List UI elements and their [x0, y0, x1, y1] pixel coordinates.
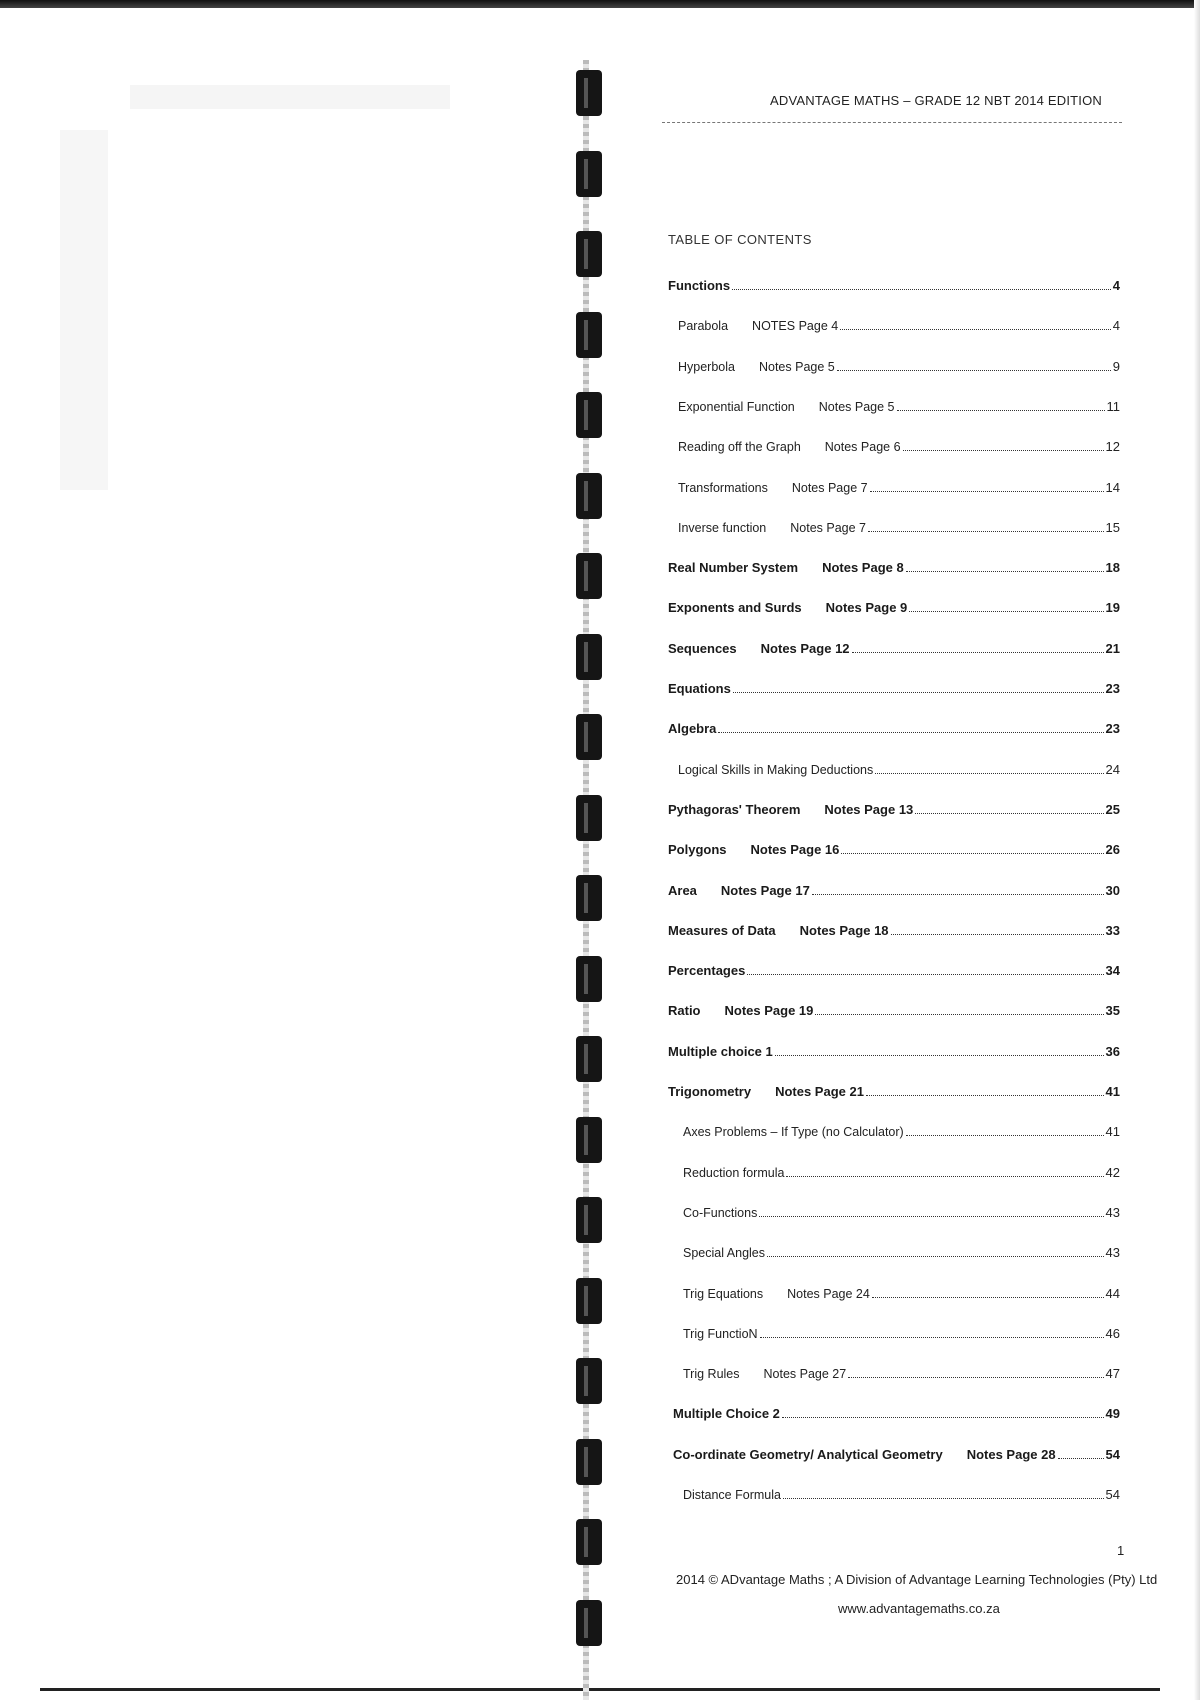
toc-entry — [683, 1124, 1120, 1140]
toc-entry — [668, 560, 1120, 576]
toc-entry-label: Functions — [668, 278, 731, 293]
toc-entry-notes: Notes Page 19 — [724, 1003, 814, 1018]
toc-entry-label: Algebra — [668, 721, 717, 736]
toc-entry-page: 23 — [1105, 721, 1120, 736]
toc-entry — [683, 1286, 1120, 1302]
toc-entry-label: Pythagoras' Theorem — [668, 802, 801, 817]
toc-entry-page: 41 — [1105, 1084, 1120, 1099]
toc-entry — [678, 399, 1120, 415]
toc-entry-label: Real Number System — [668, 560, 799, 575]
toc-entry — [668, 1084, 1120, 1100]
toc-entry-label: Trig FunctioN — [683, 1327, 758, 1341]
toc-entry-label: Measures of Data — [668, 923, 776, 938]
toc-entry-label: Transformations — [678, 481, 768, 495]
toc-entry-page: 54 — [1105, 1447, 1120, 1462]
toc-entry-label: Co-Functions — [683, 1206, 758, 1220]
toc-dot-leader — [747, 974, 1103, 975]
toc-entry — [668, 1003, 1120, 1019]
toc-dot-leader — [759, 1216, 1103, 1217]
toc-entry-label: Trig Rules — [683, 1367, 740, 1381]
toc-entry-label: Multiple choice 1 — [668, 1044, 773, 1059]
toc-entry — [668, 963, 1120, 979]
footer-copyright: 2014 © ADvantage Maths ; A Division of Advantage Learning Technologies (Pty) Ltd — [676, 1572, 1158, 1587]
toc-entry-page: 35 — [1105, 1003, 1120, 1018]
toc-entry-page: 30 — [1105, 883, 1120, 898]
toc-entry-label: Reduction formula — [683, 1166, 785, 1180]
toc-dot-leader — [786, 1176, 1103, 1177]
toc-entry — [668, 278, 1120, 294]
toc-dot-leader — [783, 1498, 1104, 1499]
toc-entry-page: 19 — [1105, 600, 1120, 615]
toc-entry-page: 11 — [1106, 399, 1120, 414]
toc-entry-notes: Notes Page 5 — [818, 400, 895, 414]
toc-dot-leader — [875, 773, 1103, 774]
toc-entry-notes: Notes Page 21 — [775, 1084, 864, 1099]
toc-entry — [668, 842, 1120, 858]
toc-entry — [668, 681, 1120, 697]
page-number: 1 — [1117, 1543, 1125, 1558]
toc-entry-page: 25 — [1105, 802, 1120, 817]
toc-entry-page: 12 — [1105, 439, 1120, 454]
toc-entry-label: Equations — [668, 681, 731, 696]
toc-entry — [668, 600, 1120, 616]
toc-entry — [668, 802, 1120, 818]
toc-entry-label: Reading off the Graph — [678, 440, 801, 454]
toc-dot-leader — [903, 450, 1104, 451]
toc-entry-page: 14 — [1105, 480, 1120, 495]
toc-entry-page: 9 — [1112, 359, 1120, 374]
toc-entry — [678, 520, 1120, 536]
toc-dot-leader — [915, 813, 1103, 814]
toc-entry — [668, 1044, 1120, 1060]
toc-entry-label: Exponents and Surds — [668, 600, 802, 615]
toc-entry-notes: Notes Page 8 — [822, 560, 904, 575]
toc-entry-page: 36 — [1105, 1044, 1120, 1059]
toc-entry-page: 43 — [1105, 1245, 1120, 1260]
toc-entry-label: Parabola — [678, 319, 729, 333]
toc-entry-notes: Notes Page 9 — [825, 600, 908, 615]
toc-entry-page: 34 — [1105, 963, 1120, 978]
toc-entry-notes: Notes Page 28 — [966, 1447, 1056, 1462]
toc-entry — [683, 1245, 1120, 1261]
toc-entry — [668, 721, 1120, 737]
toc-entry-notes: Notes Page 13 — [824, 802, 914, 817]
toc-entry-page: 24 — [1105, 762, 1120, 777]
toc-entry-label: Axes Problems – If Type (no Calculator) — [683, 1125, 904, 1139]
toc-entry-notes: Notes Page 24 — [787, 1287, 870, 1301]
toc-entry — [668, 923, 1120, 939]
toc-entry-label: Exponential Function — [678, 400, 795, 414]
toc-entry-page: 23 — [1105, 681, 1120, 696]
toc-entry-label: Polygons — [668, 842, 727, 857]
toc-entry — [678, 359, 1120, 375]
toc-entry-page: 15 — [1105, 520, 1120, 535]
toc-entry-label: Trig Equations — [683, 1287, 764, 1301]
toc-entry — [668, 883, 1120, 899]
toc-entry-page: 49 — [1105, 1406, 1120, 1421]
toc-entry — [683, 1205, 1120, 1221]
toc-dot-leader — [812, 894, 1104, 895]
toc-entry-page: 42 — [1105, 1165, 1120, 1180]
toc-entry-label: Inverse function — [678, 521, 767, 535]
toc-dot-leader — [897, 410, 1105, 411]
toc-entry-page: 21 — [1105, 641, 1120, 656]
toc-entry-notes: Notes Page 27 — [763, 1367, 847, 1381]
toc-dot-leader — [909, 611, 1103, 612]
toc-entry-page: 43 — [1105, 1205, 1120, 1220]
toc-entry-page: 41 — [1105, 1124, 1120, 1139]
toc-entry-notes: Notes Page 5 — [758, 360, 835, 374]
toc-entry-label: Multiple Choice 2 — [673, 1406, 780, 1421]
toc-dot-leader — [782, 1417, 1104, 1418]
toc-dot-leader — [866, 1095, 1104, 1096]
toc-entry-label: Hyperbola — [678, 360, 735, 374]
toc-entry-label: Special Angles — [683, 1246, 766, 1260]
toc-dot-leader — [837, 370, 1111, 371]
toc-entry-label: Area — [668, 883, 697, 898]
toc-entry-label: Ratio — [668, 1003, 701, 1018]
toc-entry-label: Trigonometry — [668, 1084, 752, 1099]
toc-entry — [678, 439, 1120, 455]
toc-entry-page: 46 — [1105, 1326, 1120, 1341]
toc-dot-leader — [815, 1014, 1103, 1015]
toc-dot-leader — [906, 1135, 1104, 1136]
toc-entry-notes: Notes Page 17 — [720, 883, 810, 898]
toc-dot-leader — [868, 531, 1104, 532]
toc-entry-notes: NOTES Page 4 — [752, 319, 839, 333]
toc-entry — [668, 641, 1120, 657]
toc-dot-leader — [891, 934, 1104, 935]
toc-dot-leader — [760, 1337, 1104, 1338]
toc-entry-notes: Notes Page 7 — [790, 521, 866, 535]
toc-entry — [683, 1487, 1120, 1503]
toc-entry-notes: Notes Page 12 — [760, 641, 850, 656]
toc-dot-leader — [718, 732, 1103, 733]
toc-entry-page: 47 — [1105, 1366, 1120, 1381]
toc-entry-page: 26 — [1105, 842, 1120, 857]
toc-entry-page: 4 — [1112, 318, 1120, 333]
toc-entry — [683, 1165, 1120, 1181]
toc-dot-leader — [852, 652, 1104, 653]
toc-entry-notes: Notes Page 16 — [750, 842, 840, 857]
toc-dot-leader — [1058, 1458, 1104, 1459]
toc-entry-page: 33 — [1105, 923, 1120, 938]
page-header: ADVANTAGE MATHS – GRADE 12 NBT 2014 EDITION — [770, 93, 1103, 108]
toc-dot-leader — [767, 1256, 1104, 1257]
toc-entry-notes: Notes Page 18 — [799, 923, 889, 938]
toc-entry — [683, 1366, 1120, 1382]
toc-entry — [678, 480, 1120, 496]
toc-dot-leader — [841, 853, 1103, 854]
toc-title: TABLE OF CONTENTS — [668, 232, 812, 247]
toc-entry — [678, 318, 1120, 334]
toc-dot-leader — [872, 1297, 1104, 1298]
footer-website: www.advantagemaths.co.za — [838, 1601, 1000, 1616]
toc-entry — [678, 762, 1120, 778]
toc-dot-leader — [775, 1055, 1104, 1056]
toc-entry-label: Logical Skills in Making Deductions — [678, 763, 874, 777]
toc-entry — [673, 1406, 1120, 1422]
toc-dot-leader — [848, 1377, 1103, 1378]
toc-entry — [673, 1447, 1120, 1463]
toc-dot-leader — [870, 491, 1104, 492]
toc-entry — [683, 1326, 1120, 1342]
toc-entry-page: 18 — [1105, 560, 1120, 575]
toc-entry-label: Percentages — [668, 963, 746, 978]
toc-dot-leader — [840, 329, 1111, 330]
toc-entry-notes: Notes Page 7 — [791, 481, 868, 495]
toc-entry-notes: Notes Page 6 — [824, 440, 901, 454]
toc-entry-label: Distance Formula — [683, 1488, 781, 1502]
toc-dot-leader — [733, 692, 1104, 693]
toc-dot-leader — [906, 571, 1104, 572]
toc-entry-label: Co-ordinate Geometry/ Analytical Geometry — [673, 1447, 943, 1462]
toc-dot-leader — [732, 289, 1111, 290]
toc-entry-label: Sequences — [668, 641, 737, 656]
toc-entry-page: 54 — [1105, 1487, 1120, 1502]
toc-entry-page: 44 — [1105, 1286, 1120, 1301]
toc-entry-page: 4 — [1112, 278, 1120, 293]
